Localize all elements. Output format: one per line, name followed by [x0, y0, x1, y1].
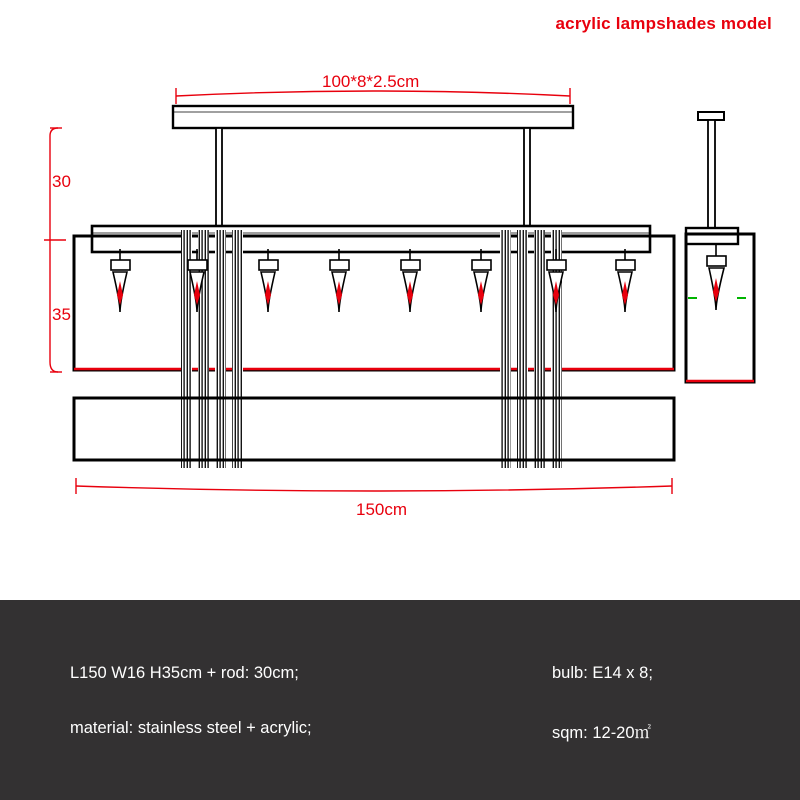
bulb-icon [616, 249, 635, 312]
bulb-icon [401, 249, 420, 312]
spec-panel [0, 600, 800, 800]
page-title: acrylic lampshades model [555, 14, 772, 33]
acrylic-rod-clusters-front [181, 230, 562, 468]
dimension-label-body-height: 35 [52, 305, 71, 324]
side-view [686, 112, 754, 382]
dimension-bottom [76, 478, 672, 494]
dimension-label-top-bar: 100*8*2.5cm [322, 72, 420, 91]
bulb-icon [547, 249, 566, 312]
spec-material: material: stainless steel + acrylic; [70, 719, 312, 737]
top-view-box [74, 398, 674, 460]
suspension-rods [216, 128, 530, 236]
spec-size: L150 W16 H35cm + rod: 30cm; [70, 664, 299, 682]
bulb-icon [472, 249, 491, 312]
main-shade-box [74, 236, 674, 370]
bulb-icon [259, 249, 278, 312]
dimension-label-total-width: 150cm [356, 500, 408, 519]
dimension-label-rod-height: 30 [52, 172, 71, 191]
dimension-left [44, 128, 66, 372]
bulb-icon [330, 249, 349, 312]
spec-bulb: bulb: E14 x 8; [552, 664, 653, 682]
bulb-icon [111, 249, 130, 312]
spec-area: sqm: 12-20㎡ [552, 724, 652, 742]
lamp-body-bar [92, 226, 650, 252]
ceiling-plate [173, 106, 573, 128]
